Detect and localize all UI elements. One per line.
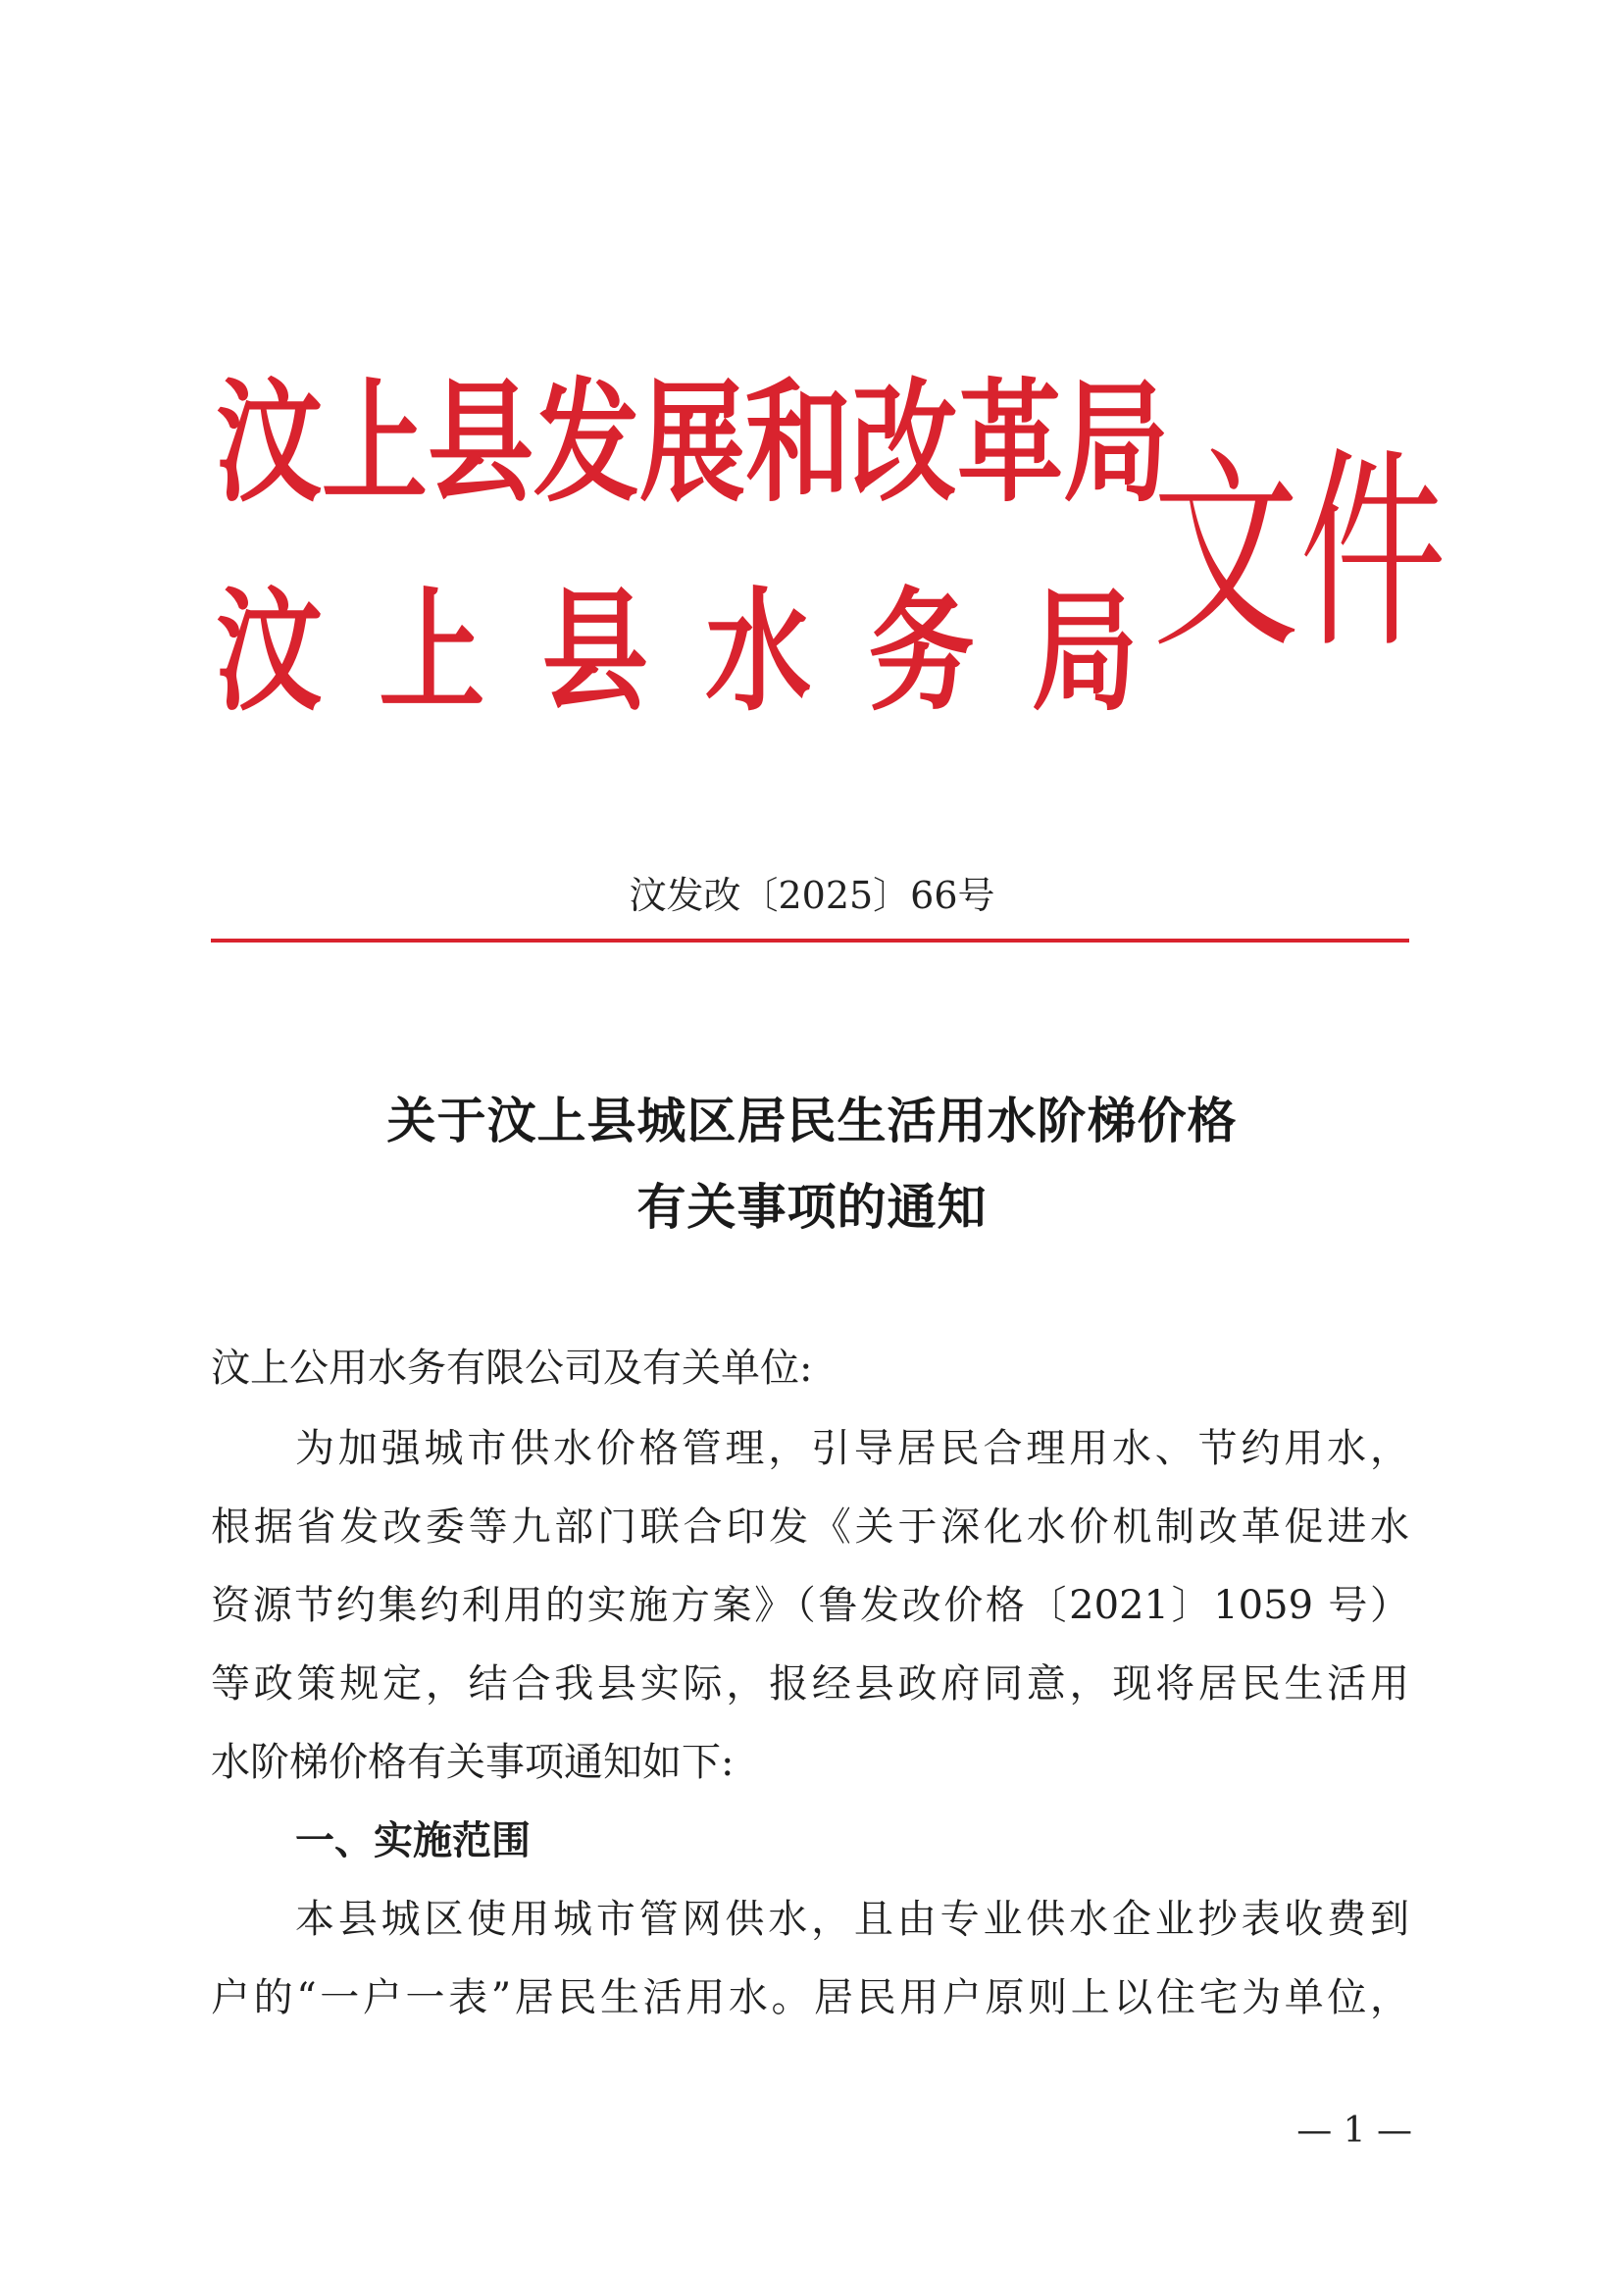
paragraph-line: 本县城区使用城市管网供水，且由专业供水企业抄表收费到 xyxy=(295,1897,1409,1942)
document-number: 汶发改〔2025〕66号 xyxy=(629,874,995,917)
paragraph-line: 水阶梯价格有关事项通知如下: xyxy=(211,1740,735,1785)
org-line-2-char: 局 xyxy=(1031,575,1138,730)
org-line-2-char: 汶 xyxy=(216,575,323,730)
org-line-2-char: 县 xyxy=(541,575,648,730)
notice-title-line-2: 有关事项的通知 xyxy=(636,1178,988,1236)
paragraph-line: 户的“一户一表”居民生活用水。居民用户原则上以住宅为单位， xyxy=(211,1975,1409,2020)
paragraph-line: 等政策规定，结合我县实际，报经县政府同意，现将居民生活用 xyxy=(211,1661,1409,1707)
document-type-label: 文件 xyxy=(1152,430,1447,679)
section-heading: 一、实施范围 xyxy=(295,1818,531,1863)
org-line-2-char: 务 xyxy=(868,575,975,730)
issuing-org-line-2 xyxy=(216,554,1138,750)
paragraph-line: 资源节约集约利用的实施方案》（鲁发改价格〔2021〕1059 号） xyxy=(211,1583,1409,1628)
addressee: 汶上公用水务有限公司及有关单位: xyxy=(211,1346,813,1391)
org-line-2-char: 上 xyxy=(379,575,485,730)
page-number: — 1 — xyxy=(1296,2111,1412,2151)
paragraph-line: 根据省发改委等九部门联合印发《关于深化水价机制改革促进水 xyxy=(211,1504,1409,1550)
org-line-2-char: 水 xyxy=(705,575,812,730)
issuing-org-line-1: 汶上县发展和改革局 xyxy=(216,366,1170,521)
notice-title-line-1: 关于汶上县城区居民生活用水阶梯价格 xyxy=(386,1092,1238,1149)
red-divider-line xyxy=(211,939,1409,943)
paragraph-line: 为加强城市供水价格管理，引导居民合理用水、节约用水， xyxy=(295,1426,1409,1471)
